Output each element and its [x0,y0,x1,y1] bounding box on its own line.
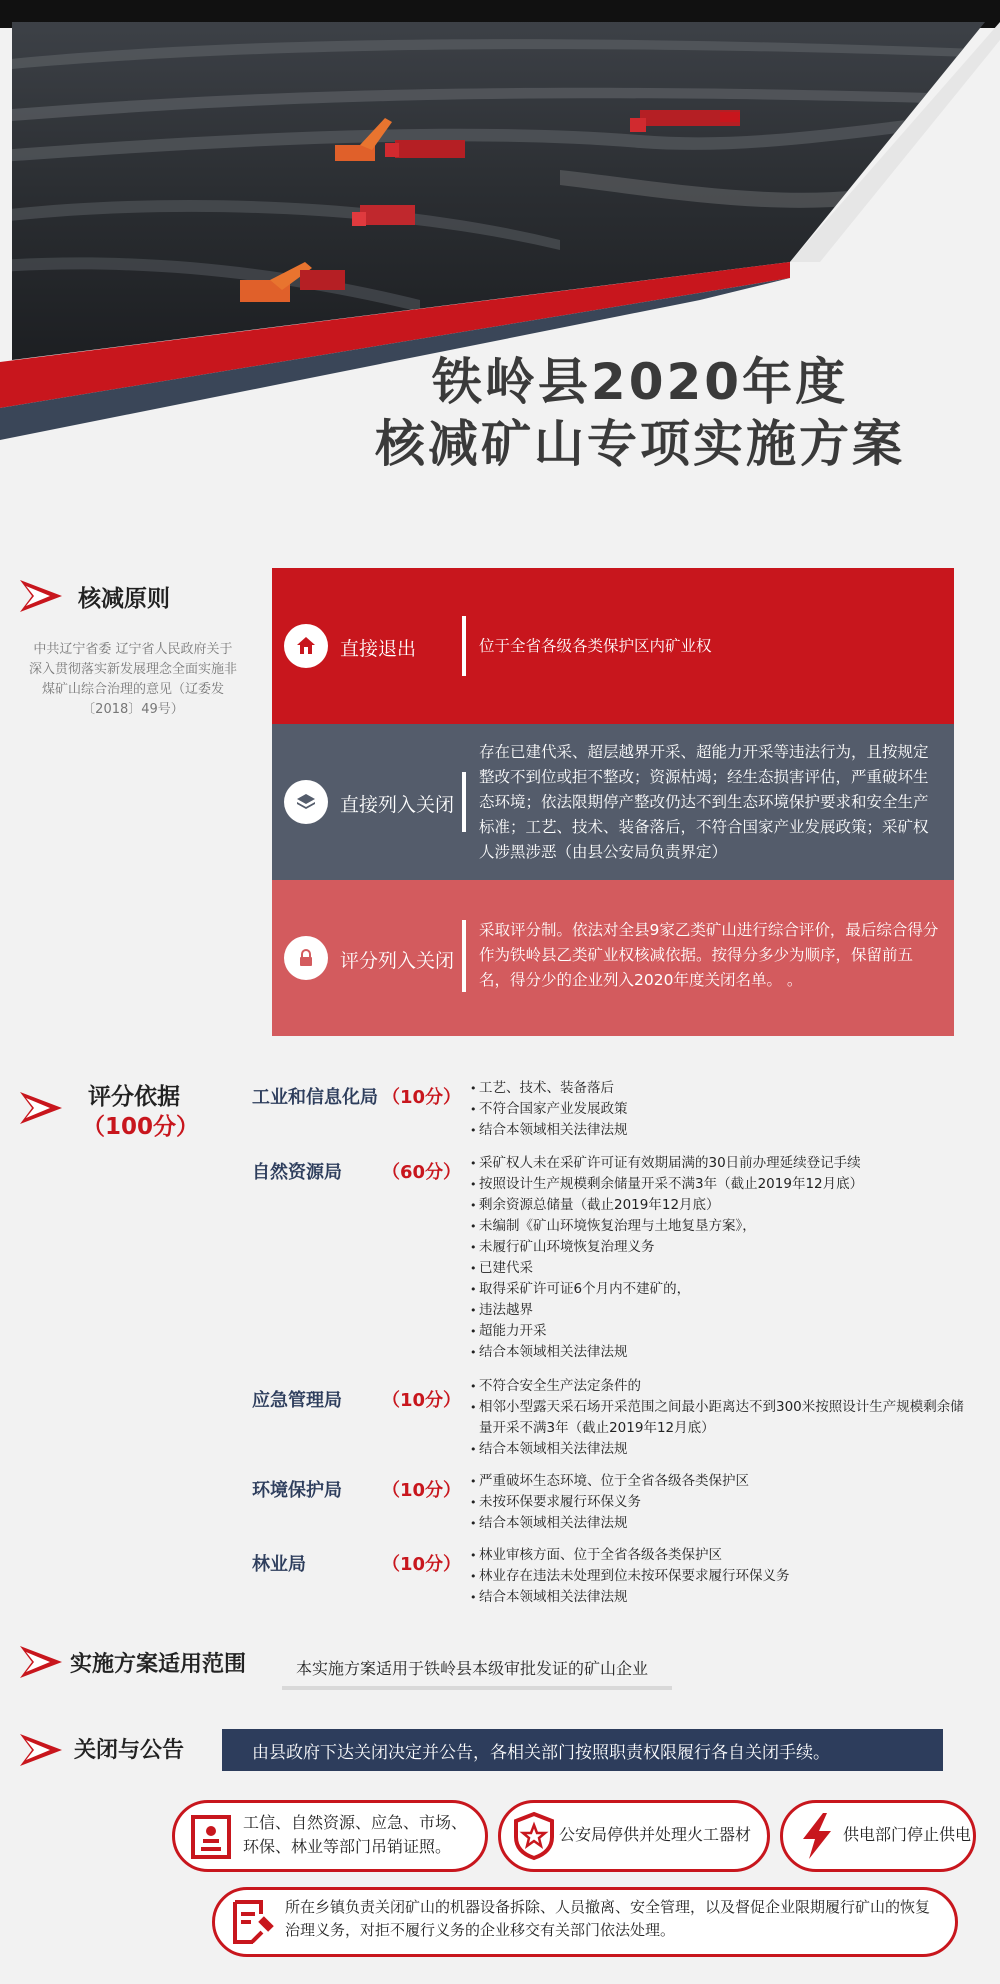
list-item: • 未按环保要求履行环保义务 [470,1492,970,1513]
principle-row-exit [272,568,954,724]
closure-step-licenses [172,1800,488,1872]
list-item: • 林业存在违法未处理到位未按环保要求履行环保义务 [470,1566,970,1587]
divider [462,772,466,832]
agency-name: 林业局 [252,1554,306,1575]
list-item: • 不符合安全生产法定条件的 [470,1376,970,1397]
page-title-line2: 核减矿山专项实施方案 [375,415,905,473]
divider [462,920,466,992]
list-item: • 按照设计生产规模剩余储量开采不满3年（截止2019年12月底） [470,1174,970,1195]
list-item: • 采矿权人未在采矿许可证有效期届满的30日前办理延续登记手续 [470,1153,970,1174]
agency-name: 环境保护局 [252,1480,342,1501]
agency-name: 应急管理局 [252,1390,342,1411]
list-item: • 林业审核方面、位于全省各级各类保护区 [470,1545,970,1566]
scoring-total: （100分） [82,1114,200,1140]
list-item: • 结合本领域相关法律法规 [470,1120,970,1141]
layers-icon [284,780,328,824]
truck-icon [352,205,415,226]
scoring-heading: 评分依据 [88,1084,180,1110]
step-text: 公安局停供并处理火工器材 [559,1825,752,1844]
agency-score: （10分） [382,1480,462,1501]
principle-desc: 存在已建代采、超层越界开采、超能力开采等违法行为，且按规定整改不到位或拒不整改；资源枯竭；经生态损害评估，严重破坏生态环境；依法限期停产整改仍达不到生态环境保护要求和安全生产标准；工艺、技术、装备落后，不符合国家产业发展政策；采矿权人涉黑涉恶（由县公安局负责界定） [479,743,929,861]
agency-name: 工业和信息化局 [252,1087,378,1108]
criteria-list [470,1078,970,1141]
list-item: • 结合本领域相关法律法规 [470,1513,970,1534]
step-text: 工信、自然资源、应急、市场、环保、林业等部门吊销证照。 [243,1813,468,1856]
principle-desc: 位于全省各级各类保护区内矿业权 [479,637,712,655]
police-badge-icon [511,1811,557,1861]
list-item: • 已建代采 [470,1258,970,1279]
scope-box [282,1652,672,1690]
page-title-line1: 铁岭县2020年度 [431,353,849,411]
list-item: • 不符合国家产业发展政策 [470,1099,970,1120]
criteria-list [470,1471,970,1534]
agency-name: 自然资源局 [252,1162,342,1183]
list-item: • 结合本领域相关法律法规 [470,1439,970,1460]
criteria-list [470,1153,970,1363]
agency-score: （60分） [382,1162,462,1183]
list-item: • 相邻小型露天采石场开采范围之间最小距离达不到300米按照设计生产规模剩余储量开采不满3年（截止2019年12月底） [470,1397,970,1439]
principle-row-score [272,880,954,1036]
arrow-marker-icon [20,1644,62,1680]
arrow-marker-icon [20,578,62,614]
scope-text: 本实施方案适用于铁岭县本级审批发证的矿山企业 [296,1659,649,1678]
list-item: • 剩余资源总储量（截止2019年12月底） [470,1195,970,1216]
arrow-marker-icon [20,1090,62,1126]
list-item: • 取得采矿许可证6个月内不建矿的， [470,1279,970,1300]
step-text: 所在乡镇负责关闭矿山的机器设备拆除、人员撤离、安全管理，以及督促企业限期履行矿山的恢复治理义务，对拒不履行义务的企业移交有关部门依法处理。 [285,1898,931,1939]
principle-label: 直接列入关闭 [340,794,455,816]
agency-score: （10分） [382,1087,462,1108]
list-item: • 未履行矿山环境恢复治理义务 [470,1237,970,1258]
agency-score: （10分） [382,1554,462,1575]
principle-desc: 采取评分制。依法对全县9家乙类矿山进行综合评价，最后综合得分作为铁岭县乙类矿业权核减依据。按得分多少为顺序，保留前五名，得分少的企业列入2020年度关闭名单。 。 [479,921,939,989]
lock-icon [284,936,328,980]
list-item: • 结合本领域相关法律法规 [470,1587,970,1608]
principle-label: 评分列入关闭 [340,950,455,972]
closure-banner [222,1729,943,1771]
criteria-list [470,1376,970,1460]
certificate-icon [189,1813,233,1861]
lightning-icon [797,1811,837,1861]
document-hammer-icon [231,1898,277,1946]
truck-icon [385,140,465,158]
list-item: • 结合本领域相关法律法规 [470,1342,970,1363]
step-text: 供电部门停止供电 [843,1825,972,1844]
criteria-list [470,1545,970,1608]
list-item: • 未编制《矿山环境恢复治理与土地复垦方案》， [470,1216,970,1237]
list-item: • 工艺、技术、装备落后 [470,1078,970,1099]
closure-step-explosives [498,1800,770,1872]
arrow-marker-icon [20,1732,62,1768]
agency-score: （10分） [382,1390,462,1411]
closure-step-power [780,1800,976,1872]
principle-label: 直接退出 [340,638,417,660]
house-icon [284,624,328,668]
list-item: • 超能力开采 [470,1321,970,1342]
closure-heading: 关闭与公告 [74,1738,185,1763]
principles-reference: 中共辽宁省委 辽宁省人民政府关于深入贯彻落实新发展理念全面实施非煤矿山综合治理的意见（辽委发〔2018〕49号） [28,642,237,717]
list-item: • 违法越界 [470,1300,970,1321]
divider [462,616,466,676]
principles-heading: 核减原则 [78,586,170,612]
principle-row-close [272,724,954,880]
list-item: • 严重破坏生态环境、位于全省各级各类保护区 [470,1471,970,1492]
scope-heading: 实施方案适用范围 [70,1652,247,1677]
closure-step-township [212,1887,958,1957]
closure-banner-text: 由县政府下达关闭决定并公告，各相关部门按照职责权限履行各自关闭手续。 [252,1743,830,1763]
